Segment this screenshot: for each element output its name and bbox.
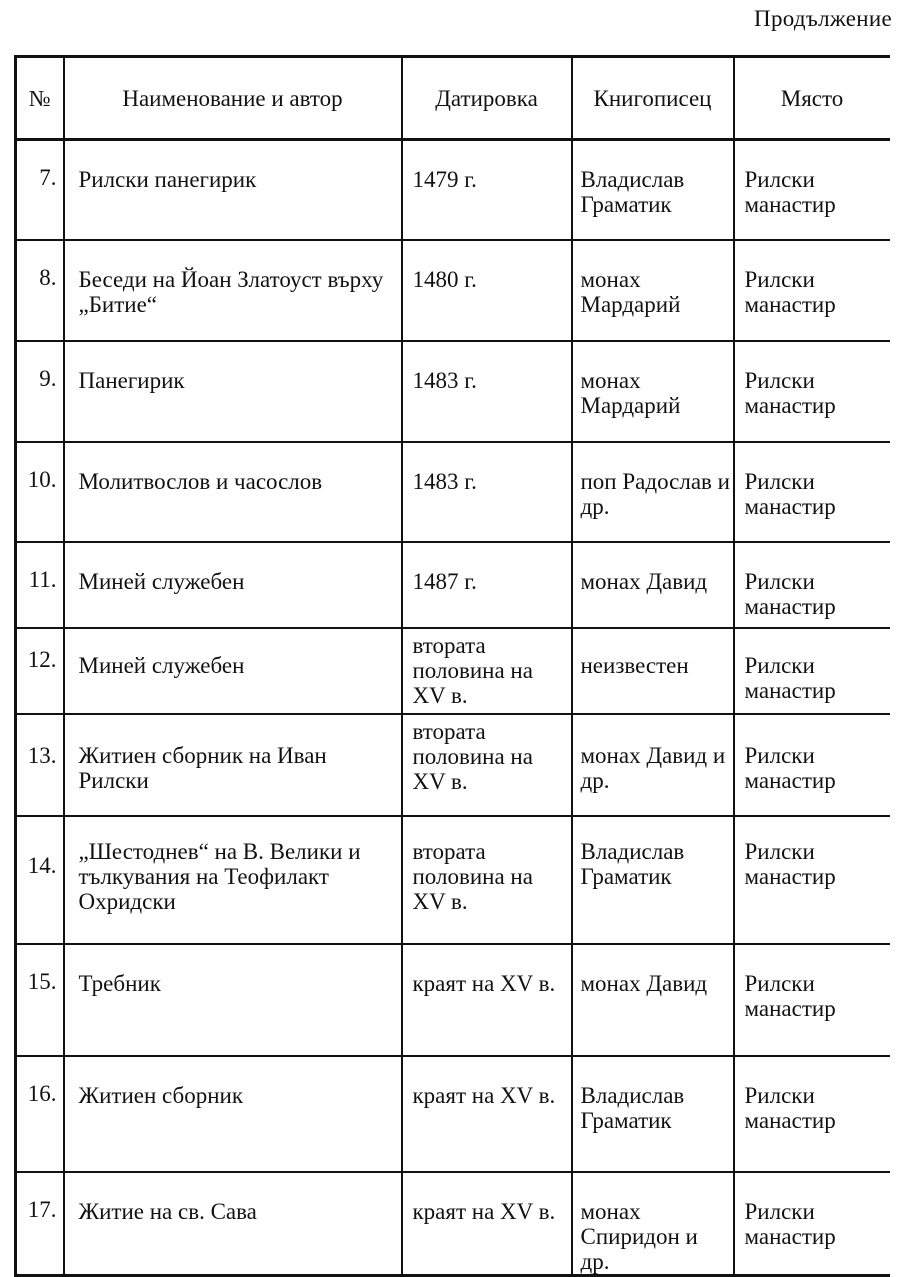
cell-date: 1487 г. [402,542,572,628]
cell-number: 15. [16,944,64,1056]
continued-label: Продължение [754,6,892,31]
cell-name: Требник [64,944,402,1056]
cell-place: Рилски манастир [734,714,890,816]
cell-place: Рилски манастир [734,1172,890,1276]
cell-name: Миней служебен [64,628,402,714]
cell-place: Рилски манастир [734,442,890,542]
cell-scribe: монах Мардарий [572,341,734,442]
table-row [16,944,890,1056]
table-row [16,1172,890,1276]
cell-scribe: поп Радослав и др. [572,442,734,542]
cell-date: 1480 г. [402,240,572,341]
header-scribe: Книгописец [572,57,734,140]
cell-number: 16. [16,1056,64,1172]
cell-scribe: Владислав Граматик [572,140,734,240]
cell-name: Рилски панегирик [64,140,402,240]
header-date: Датировка [402,57,572,140]
cell-place: Рилски манастир [734,628,890,714]
cell-name: Миней служебен [64,542,402,628]
cell-number: 9. [16,341,64,442]
table-row [16,816,890,944]
cell-name: Житиен сборник на Иван Рилски [64,714,402,816]
cell-date: втората половина на XV в. [402,816,572,944]
table-row [16,341,890,442]
cell-name: Житие на св. Сава [64,1172,402,1276]
cell-date: краят на XV в. [402,1056,572,1172]
cell-date: 1483 г. [402,341,572,442]
cell-place: Рилски манастир [734,944,890,1056]
cell-place: Рилски манастир [734,140,890,240]
cell-place: Рилски манастир [734,816,890,944]
cell-number: 17. [16,1172,64,1276]
cell-scribe: монах Спиридон и др. [572,1172,734,1276]
cell-number: 13. [16,714,64,816]
manuscripts-table [14,55,890,1277]
cell-number: 10. [16,442,64,542]
cell-number: 12. [16,628,64,714]
cell-scribe: монах Давид и др. [572,714,734,816]
cell-date: втората половина на XV в. [402,628,572,714]
cell-name: Панегирик [64,341,402,442]
table-row [16,628,890,714]
table-row [16,542,890,628]
cell-date: 1483 г. [402,442,572,542]
cell-number: 8. [16,240,64,341]
cell-number: 11. [16,542,64,628]
header-number: № [16,57,64,140]
cell-name: Беседи на Йоан Златоуст върху „Битие“ [64,240,402,341]
cell-place: Рилски манастир [734,1056,890,1172]
cell-date: 1479 г. [402,140,572,240]
cell-date: втората половина на XV в. [402,714,572,816]
cell-place: Рилски манастир [734,542,890,628]
cell-place: Рилски манастир [734,240,890,341]
header-place: Място [734,57,890,140]
cell-number: 7. [16,140,64,240]
cell-scribe: монах Мардарий [572,240,734,341]
cell-date: краят на XV в. [402,944,572,1056]
table-row [16,1056,890,1172]
cell-scribe: монах Давид [572,944,734,1056]
table-header-row [16,57,890,140]
cell-date: краят на XV в. [402,1172,572,1276]
cell-place: Рилски манастир [734,341,890,442]
cell-number: 14. [16,816,64,944]
table-row [16,240,890,341]
table-row [16,140,890,240]
cell-scribe: монах Давид [572,542,734,628]
table-row [16,714,890,816]
header-name: Наименование и автор [64,57,402,140]
cell-scribe: Владислав Граматик [572,1056,734,1172]
table-row [16,442,890,542]
cell-scribe: неизвестен [572,628,734,714]
cell-name: „Шестоднев“ на В. Велики и тълкувания на Теофилакт Охридски [64,816,402,944]
cell-name: Житиен сборник [64,1056,402,1172]
cell-name: Молитвослов и часослов [64,442,402,542]
cell-scribe: Владислав Граматик [572,816,734,944]
